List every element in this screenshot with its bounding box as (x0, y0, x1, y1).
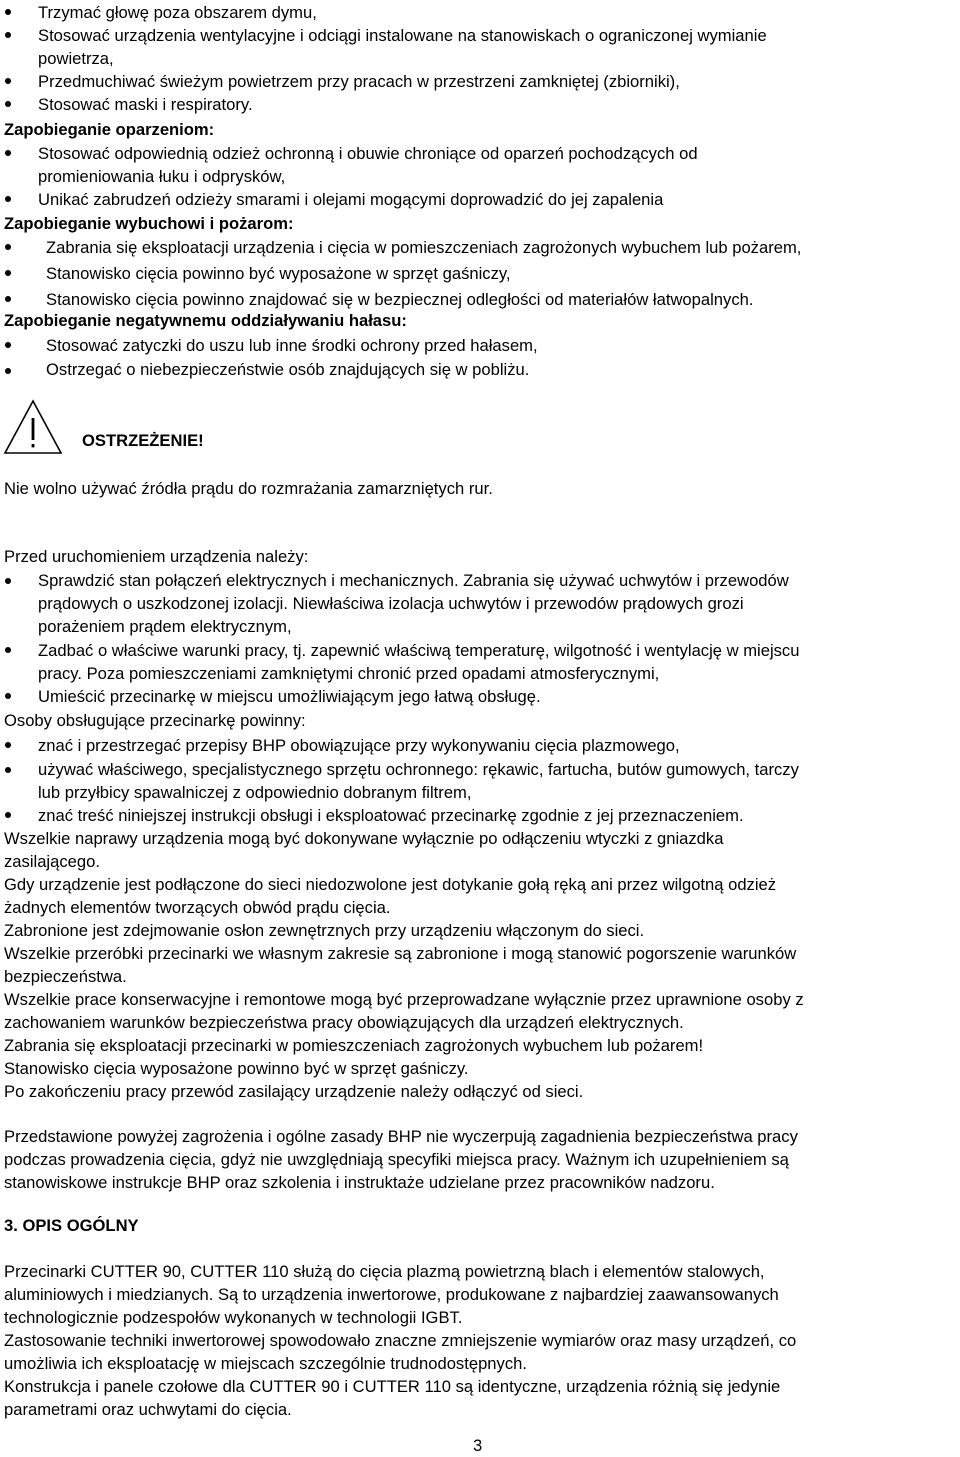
section-heading-burns: Zapobieganie oparzeniom: (4, 120, 215, 139)
list-item: Zadbać o właściwe warunki pracy, tj. zapewnić właściwą temperaturę, wilgotność i wentylację w miejscu (38, 641, 800, 660)
warning-triangle-icon (2, 398, 64, 456)
bullet-dot (5, 32, 11, 38)
paragraph-line: Zastosowanie techniki inwertorowej spowodowało znaczne zmniejszenie wymiarów oraz masy urządzeń, co (4, 1331, 797, 1350)
paragraph-line: Przedstawione powyżej zagrożenia i ogólne zasady BHP nie wyczerpują zagadnienia bezpieczeństwa pracy (4, 1127, 798, 1146)
paragraph-line: parametrami oraz uchwytami do cięcia. (4, 1400, 292, 1419)
bullet-dot (5, 812, 11, 818)
bullet-dot (5, 578, 11, 584)
paragraph-line: aluminiowych i miedzianych. Są to urządzenia inwertorowe, produkowane z najbardziej zaawansowanych (4, 1285, 779, 1304)
paragraph-line: Wszelkie prace konserwacyjne i remontowe mogą być przeprowadzane wyłącznie przez uprawnione osoby z (4, 990, 804, 1009)
list-item: Stosować urządzenia wentylacyjne i odciągi instalowane na stanowiskach o ograniczonej wymianie (38, 26, 767, 45)
paragraph-line: Po zakończeniu pracy przewód zasilający urządzenie należy odłączyć od sieci. (4, 1082, 584, 1101)
list-item: Trzymać głowę poza obszarem dymu, (38, 3, 317, 22)
paragraph-line: bezpieczeństwa. (4, 967, 127, 986)
bullet-dot (5, 78, 11, 84)
list-item: Stosować odpowiednią odzież ochronną i obuwie chroniące od oparzeń pochodzących od (38, 144, 698, 163)
list-item-continuation: powietrza, (38, 49, 114, 68)
paragraph-line: żadnych elementów tworzących obwód prądu cięcia. (4, 898, 391, 917)
list-item: Stosować maski i respiratory. (38, 95, 253, 114)
page-number: 3 (473, 1436, 483, 1455)
bullet-dot (5, 767, 11, 773)
list-item-continuation: porażeniem prądem elektrycznym, (38, 617, 292, 636)
paragraph-line: Konstrukcja i panele czołowe dla CUTTER 90 i CUTTER 110 są identyczne, urządzenia różnią się jedynie (4, 1377, 781, 1396)
operators-intro: Osoby obsługujące przecinarkę powinny: (4, 711, 306, 730)
paragraph-line: podczas prowadzenia cięcia, gdyż nie uwzględniają specyfiki miejsca pracy. Ważnym ich uzupełnieniem są (4, 1150, 789, 1169)
list-item: Przedmuchiwać świeżym powietrzem przy pracach w przestrzeni zamkniętej (zbiorniki), (38, 72, 680, 91)
list-item: Ostrzegać o niebezpieczeństwie osób znajdujących się w pobliżu. (46, 360, 530, 379)
bullet-dot (5, 342, 11, 348)
paragraph-line: zachowaniem warunków bezpieczeństwa pracy obowiązujących dla urządzeń elektrycznych. (4, 1013, 684, 1032)
paragraph-line: zasilającego. (4, 852, 100, 871)
bullet-dot (5, 368, 11, 374)
paragraph-line: Stanowisko cięcia wyposażone powinno być w sprzęt gaśniczy. (4, 1059, 469, 1078)
bullet-dot (5, 9, 11, 15)
warning-text: Nie wolno używać źródła prądu do rozmrażania zamarzniętych rur. (4, 479, 493, 498)
list-item-continuation: promieniowania łuku i odprysków, (38, 167, 286, 186)
paragraph-line: stanowiskowe instrukcje BHP oraz szkolenia i instruktaże udzielane przez pracowników nadzoru. (4, 1173, 715, 1192)
list-item-continuation: lub przyłbicy spawalniczej z odpowiednio dobranym filtrem, (38, 783, 472, 802)
list-item: Unikać zabrudzeń odzieży smarami i olejami mogącymi doprowadzić do jej zapalenia (38, 190, 664, 209)
list-item: Sprawdzić stan połączeń elektrycznych i mechanicznych. Zabrania się używać uchwytów i przewodów (38, 571, 789, 590)
bullet-dot (5, 244, 11, 250)
section-heading-noise: Zapobieganie negatywnemu oddziaływaniu hałasu: (4, 311, 407, 330)
list-item-continuation: prądowych o uszkodzonej izolacji. Niewłaściwa izolacja uchwytów i przewodów prądowych grozi (38, 594, 744, 613)
bullet-dot (5, 742, 11, 748)
list-item: Stanowisko cięcia powinno znajdować się w bezpiecznej odległości od materiałów łatwopalnych. (46, 290, 754, 309)
bullet-dot (5, 270, 11, 276)
list-item: Umieścić przecinarkę w miejscu umożliwiającym jego łatwą obsługę. (38, 687, 541, 706)
list-item: Stanowisko cięcia powinno być wyposażone w sprzęt gaśniczy, (46, 264, 511, 283)
list-item: Zabrania się eksploatacji urządzenia i cięcia w pomieszczeniach zagrożonych wybuchem lub pożarem, (46, 238, 802, 257)
list-item: znać i przestrzegać przepisy BHP obowiązujące przy wykonywaniu cięcia plazmowego, (38, 736, 680, 755)
list-item: używać właściwego, specjalistycznego sprzętu ochronnego: rękawic, fartucha, butów gumowych, tarczy (38, 760, 799, 779)
startup-intro: Przed uruchomieniem urządzenia należy: (4, 547, 309, 566)
section-heading-explosion: Zapobieganie wybuchowi i pożarom: (4, 214, 294, 233)
warning-label: OSTRZEŻENIE! (82, 431, 204, 450)
paragraph-line: Zabronione jest zdejmowanie osłon zewnętrznych przy urządzeniu włączonym do sieci. (4, 921, 645, 940)
list-item: Stosować zatyczki do uszu lub inne środki ochrony przed hałasem, (46, 336, 538, 355)
bullet-dot (5, 693, 11, 699)
paragraph-line: Gdy urządzenie jest podłączone do sieci niedozwolone jest dotykanie gołą ręką ani przez wilgotną odzież (4, 875, 777, 894)
paragraph-line: technologicznie podzespołów wykonanych w technologii IGBT. (4, 1308, 463, 1327)
bullet-dot (5, 150, 11, 156)
bullet-dot (5, 196, 11, 202)
bullet-dot (5, 296, 11, 302)
list-item: znać treść niniejszej instrukcji obsługi i eksploatować przecinarkę zgodnie z jej przeznaczeniem. (38, 806, 744, 825)
bullet-dot (5, 101, 11, 107)
section-heading-general-description: 3. OPIS OGÓLNY (4, 1216, 139, 1235)
list-item-continuation: pracy. Poza pomieszczeniami zamkniętymi chronić przed opadami atmosferycznymi, (38, 664, 660, 683)
paragraph-line: Zabrania się eksploatacji przecinarki w pomieszczeniach zagrożonych wybuchem lub pożarem! (4, 1036, 704, 1055)
paragraph-line: Wszelkie przeróbki przecinarki we własnym zakresie są zabronione i mogą stanowić pogorszenie warunków (4, 944, 797, 963)
paragraph-line: Przecinarki CUTTER 90, CUTTER 110 służą do cięcia plazmą powietrzną blach i elementów stalowych, (4, 1262, 765, 1281)
paragraph-line: umożliwia ich eksploatację w miejscach szczególnie trudnodostępnych. (4, 1354, 527, 1373)
bullet-dot (5, 647, 11, 653)
paragraph-line: Wszelkie naprawy urządzenia mogą być dokonywane wyłącznie po odłączeniu wtyczki z gniazdka (4, 829, 724, 848)
